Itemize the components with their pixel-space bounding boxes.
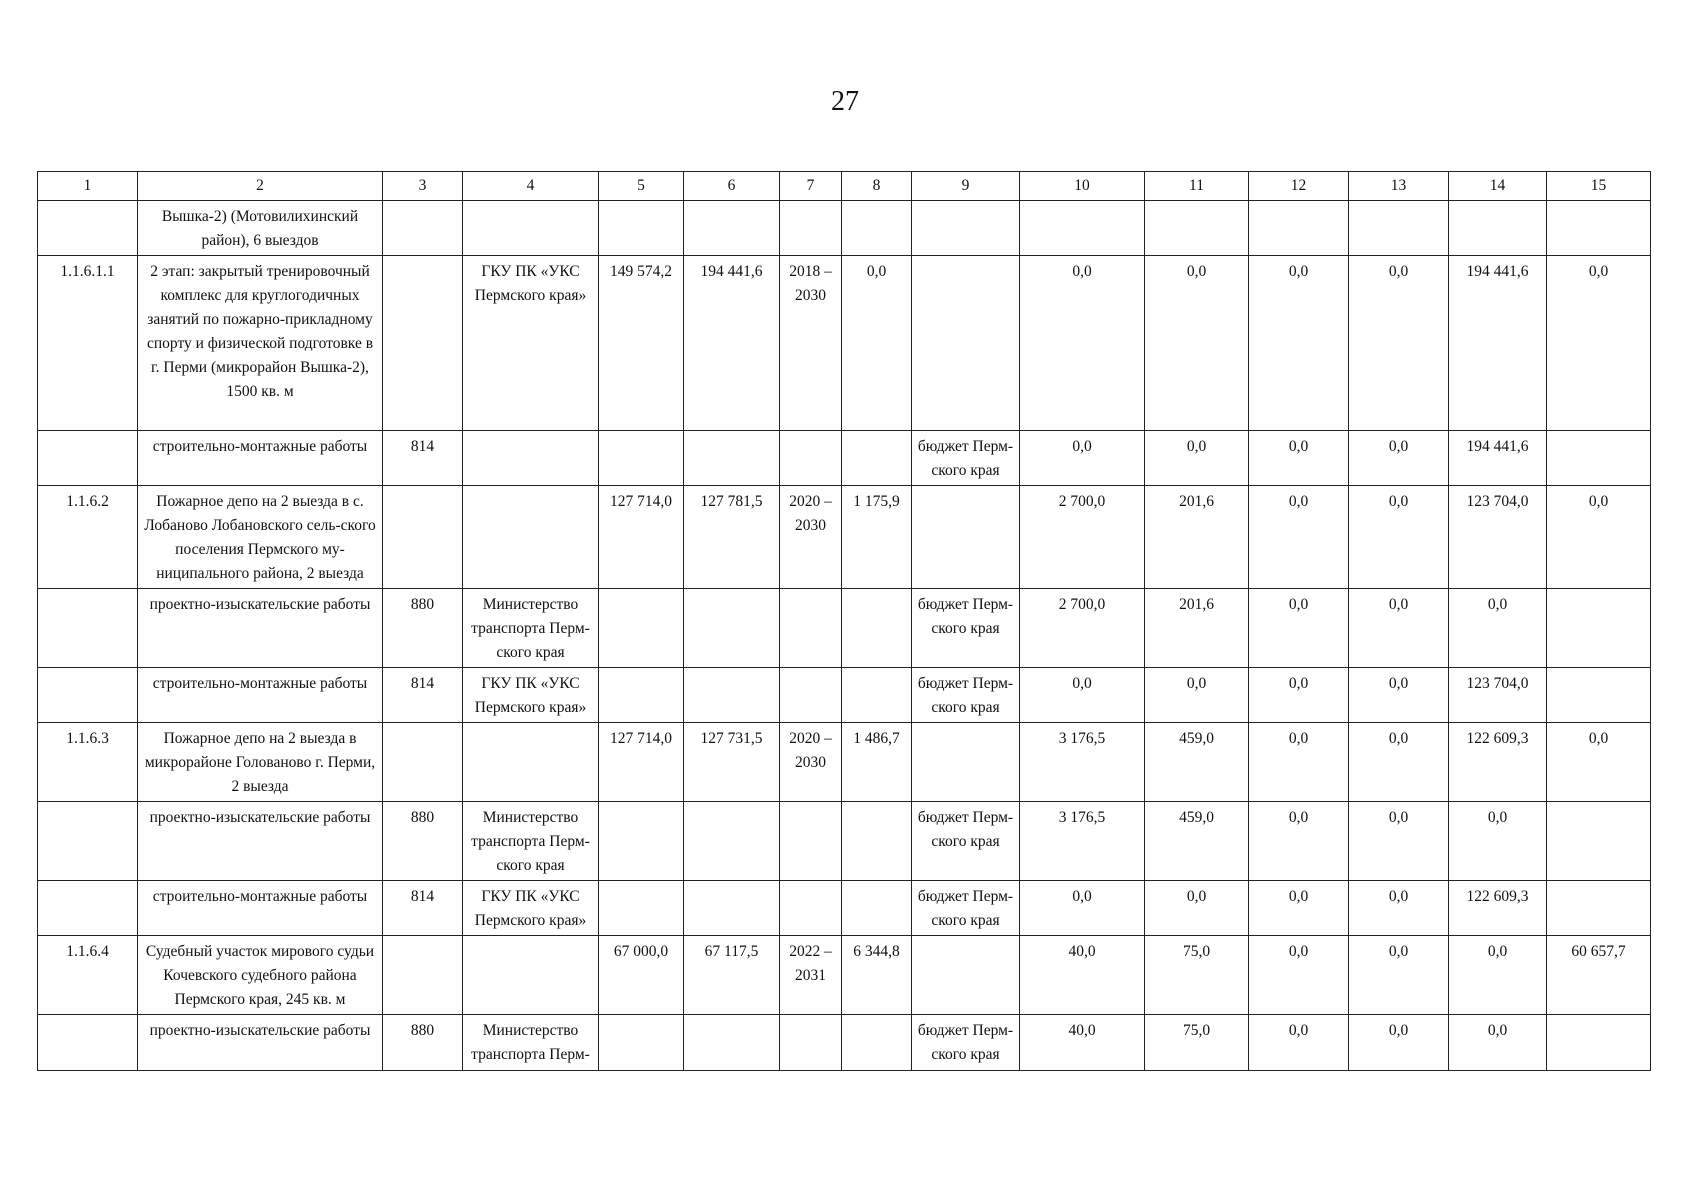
- column-number: 11: [1145, 172, 1249, 201]
- period-cell: 2020 – 2030: [780, 486, 842, 589]
- column-number: 13: [1349, 172, 1449, 201]
- year-1-cell: 3 176,5: [1020, 723, 1145, 802]
- code-cell: 814: [383, 668, 463, 723]
- estimated-cost-cell: [599, 431, 684, 486]
- year-5-cell: 123 704,0: [1449, 668, 1547, 723]
- period-cell: [780, 802, 842, 881]
- year-1-cell: 3 176,5: [1020, 802, 1145, 881]
- year-2-cell: 0,0: [1145, 431, 1249, 486]
- funding-source-cell: бюджет Перм-ского края: [912, 431, 1020, 486]
- item-number-cell: 1.1.6.4: [38, 936, 138, 1015]
- funding-source-cell: [912, 936, 1020, 1015]
- executor-cell: [463, 431, 599, 486]
- year-5-cell: 122 609,3: [1449, 881, 1547, 936]
- estimated-cost-cell: [599, 668, 684, 723]
- column-number: 14: [1449, 172, 1547, 201]
- remaining-cell: [1547, 589, 1651, 668]
- year-4-cell: 0,0: [1349, 881, 1449, 936]
- year-2-cell: 201,6: [1145, 589, 1249, 668]
- item-number-cell: 1.1.6.3: [38, 723, 138, 802]
- year-2-cell: [1145, 201, 1249, 256]
- remaining-cell: [1547, 201, 1651, 256]
- budget-table: [37, 171, 1651, 1071]
- year-4-cell: 0,0: [1349, 256, 1449, 431]
- code-cell: 880: [383, 802, 463, 881]
- item-number-cell: 1.1.6.1.1: [38, 256, 138, 431]
- executor-cell: ГКУ ПК «УКС Пермского края»: [463, 256, 599, 431]
- spent-before-cell: [842, 589, 912, 668]
- table-row: [38, 201, 1651, 256]
- table-row: [38, 881, 1651, 936]
- remaining-cell: 0,0: [1547, 256, 1651, 431]
- code-cell: 814: [383, 881, 463, 936]
- year-4-cell: [1349, 201, 1449, 256]
- description-cell: 2 этап: закрытый тренировочный комплекс для круглогодичных занятий по пожарно-прикладному спорту и физической подготовке в г. Перми (микрорайон Вышка-2), 1500 кв. м: [138, 256, 383, 431]
- year-2-cell: 0,0: [1145, 881, 1249, 936]
- item-number-cell: [38, 1015, 138, 1071]
- executor-cell: ГКУ ПК «УКС Пермского края»: [463, 881, 599, 936]
- year-5-cell: 194 441,6: [1449, 431, 1547, 486]
- item-number-cell: [38, 431, 138, 486]
- year-3-cell: 0,0: [1249, 589, 1349, 668]
- funding-source-cell: бюджет Перм-ского края: [912, 802, 1020, 881]
- spent-before-cell: [842, 201, 912, 256]
- column-number: 3: [383, 172, 463, 201]
- code-cell: 814: [383, 431, 463, 486]
- year-1-cell: [1020, 201, 1145, 256]
- column-number: 10: [1020, 172, 1145, 201]
- year-5-cell: 194 441,6: [1449, 256, 1547, 431]
- description-cell: Пожарное депо на 2 выезда в с. Лобаново Лобановского сель-ского поселения Пермского му-ниципального района, 2 выезда: [138, 486, 383, 589]
- year-3-cell: 0,0: [1249, 723, 1349, 802]
- funding-source-cell: бюджет Перм-ского края: [912, 589, 1020, 668]
- remaining-cell: [1547, 802, 1651, 881]
- year-4-cell: 0,0: [1349, 589, 1449, 668]
- table-row: [38, 486, 1651, 589]
- remaining-cell: [1547, 668, 1651, 723]
- year-4-cell: 0,0: [1349, 431, 1449, 486]
- year-1-cell: 40,0: [1020, 1015, 1145, 1071]
- funding-source-cell: [912, 256, 1020, 431]
- table-row: [38, 589, 1651, 668]
- year-4-cell: 0,0: [1349, 936, 1449, 1015]
- year-2-cell: 75,0: [1145, 936, 1249, 1015]
- year-1-cell: 0,0: [1020, 431, 1145, 486]
- funding-source-cell: [912, 201, 1020, 256]
- year-5-cell: 0,0: [1449, 802, 1547, 881]
- year-3-cell: 0,0: [1249, 1015, 1349, 1071]
- executor-cell: Министерство транспорта Перм-: [463, 1015, 599, 1071]
- code-cell: [383, 486, 463, 589]
- column-number: 2: [138, 172, 383, 201]
- total-cost-cell: [684, 1015, 780, 1071]
- total-cost-cell: [684, 881, 780, 936]
- year-3-cell: [1249, 201, 1349, 256]
- period-cell: 2020 – 2030: [780, 723, 842, 802]
- description-cell: Пожарное депо на 2 выезда в микрорайоне Голованово г. Перми, 2 выезда: [138, 723, 383, 802]
- estimated-cost-cell: 67 000,0: [599, 936, 684, 1015]
- year-1-cell: 2 700,0: [1020, 486, 1145, 589]
- funding-source-cell: [912, 486, 1020, 589]
- description-cell: строительно-монтажные работы: [138, 881, 383, 936]
- column-number: 4: [463, 172, 599, 201]
- year-3-cell: 0,0: [1249, 881, 1349, 936]
- year-5-cell: 0,0: [1449, 589, 1547, 668]
- executor-cell: Министерство транспорта Перм-ского края: [463, 589, 599, 668]
- spent-before-cell: [842, 668, 912, 723]
- spent-before-cell: [842, 431, 912, 486]
- remaining-cell: 60 657,7: [1547, 936, 1651, 1015]
- year-1-cell: 40,0: [1020, 936, 1145, 1015]
- total-cost-cell: [684, 802, 780, 881]
- column-number-row: [38, 172, 1651, 201]
- period-cell: [780, 1015, 842, 1071]
- year-5-cell: 0,0: [1449, 936, 1547, 1015]
- table-row: [38, 936, 1651, 1015]
- spent-before-cell: 0,0: [842, 256, 912, 431]
- column-number: 15: [1547, 172, 1651, 201]
- period-cell: [780, 668, 842, 723]
- item-number-cell: [38, 802, 138, 881]
- remaining-cell: [1547, 431, 1651, 486]
- code-cell: [383, 256, 463, 431]
- remaining-cell: 0,0: [1547, 486, 1651, 589]
- estimated-cost-cell: [599, 881, 684, 936]
- year-3-cell: 0,0: [1249, 486, 1349, 589]
- estimated-cost-cell: [599, 1015, 684, 1071]
- remaining-cell: 0,0: [1547, 723, 1651, 802]
- code-cell: [383, 936, 463, 1015]
- item-number-cell: [38, 668, 138, 723]
- total-cost-cell: 194 441,6: [684, 256, 780, 431]
- period-cell: [780, 589, 842, 668]
- year-5-cell: 123 704,0: [1449, 486, 1547, 589]
- spent-before-cell: 1 486,7: [842, 723, 912, 802]
- spent-before-cell: [842, 881, 912, 936]
- year-5-cell: [1449, 201, 1547, 256]
- total-cost-cell: 127 731,5: [684, 723, 780, 802]
- description-cell: строительно-монтажные работы: [138, 431, 383, 486]
- table-row: [38, 723, 1651, 802]
- item-number-cell: [38, 881, 138, 936]
- table-row: [38, 802, 1651, 881]
- period-cell: 2022 – 2031: [780, 936, 842, 1015]
- column-number: 12: [1249, 172, 1349, 201]
- funding-source-cell: бюджет Перм-ского края: [912, 1015, 1020, 1071]
- estimated-cost-cell: [599, 589, 684, 668]
- funding-source-cell: [912, 723, 1020, 802]
- year-2-cell: 201,6: [1145, 486, 1249, 589]
- year-5-cell: 0,0: [1449, 1015, 1547, 1071]
- year-1-cell: 0,0: [1020, 881, 1145, 936]
- total-cost-cell: 67 117,5: [684, 936, 780, 1015]
- spent-before-cell: [842, 1015, 912, 1071]
- year-3-cell: 0,0: [1249, 936, 1349, 1015]
- estimated-cost-cell: 127 714,0: [599, 723, 684, 802]
- year-4-cell: 0,0: [1349, 802, 1449, 881]
- description-cell: Вышка-2) (Мотовилихинский район), 6 выездов: [138, 201, 383, 256]
- period-cell: [780, 201, 842, 256]
- spent-before-cell: [842, 802, 912, 881]
- column-number: 5: [599, 172, 684, 201]
- year-1-cell: 0,0: [1020, 256, 1145, 431]
- executor-cell: Министерство транспорта Перм-ского края: [463, 802, 599, 881]
- page-number: 27: [831, 86, 859, 117]
- table-row: [38, 256, 1651, 431]
- year-2-cell: 0,0: [1145, 256, 1249, 431]
- year-4-cell: 0,0: [1349, 723, 1449, 802]
- total-cost-cell: [684, 431, 780, 486]
- code-cell: [383, 723, 463, 802]
- column-number: 8: [842, 172, 912, 201]
- description-cell: Судебный участок мирового судьи Кочевского судебного района Пермского края, 245 кв. м: [138, 936, 383, 1015]
- year-1-cell: 0,0: [1020, 668, 1145, 723]
- item-number-cell: [38, 589, 138, 668]
- estimated-cost-cell: 127 714,0: [599, 486, 684, 589]
- description-cell: проектно-изыскательские работы: [138, 802, 383, 881]
- item-number-cell: [38, 201, 138, 256]
- spent-before-cell: 1 175,9: [842, 486, 912, 589]
- column-number: 9: [912, 172, 1020, 201]
- year-1-cell: 2 700,0: [1020, 589, 1145, 668]
- year-4-cell: 0,0: [1349, 1015, 1449, 1071]
- total-cost-cell: [684, 201, 780, 256]
- executor-cell: ГКУ ПК «УКС Пермского края»: [463, 668, 599, 723]
- year-2-cell: 459,0: [1145, 802, 1249, 881]
- period-cell: 2018 – 2030: [780, 256, 842, 431]
- total-cost-cell: 127 781,5: [684, 486, 780, 589]
- executor-cell: [463, 486, 599, 589]
- column-number: 7: [780, 172, 842, 201]
- year-3-cell: 0,0: [1249, 256, 1349, 431]
- code-cell: 880: [383, 1015, 463, 1071]
- estimated-cost-cell: [599, 201, 684, 256]
- executor-cell: [463, 201, 599, 256]
- code-cell: 880: [383, 589, 463, 668]
- period-cell: [780, 431, 842, 486]
- period-cell: [780, 881, 842, 936]
- year-2-cell: 0,0: [1145, 668, 1249, 723]
- code-cell: [383, 201, 463, 256]
- table-row: [38, 1015, 1651, 1071]
- year-3-cell: 0,0: [1249, 668, 1349, 723]
- estimated-cost-cell: [599, 802, 684, 881]
- total-cost-cell: [684, 668, 780, 723]
- year-4-cell: 0,0: [1349, 668, 1449, 723]
- executor-cell: [463, 936, 599, 1015]
- year-4-cell: 0,0: [1349, 486, 1449, 589]
- column-number: 6: [684, 172, 780, 201]
- description-cell: проектно-изыскательские работы: [138, 1015, 383, 1071]
- remaining-cell: [1547, 881, 1651, 936]
- table-row: [38, 431, 1651, 486]
- funding-source-cell: бюджет Перм-ского края: [912, 668, 1020, 723]
- year-2-cell: 459,0: [1145, 723, 1249, 802]
- spent-before-cell: 6 344,8: [842, 936, 912, 1015]
- year-3-cell: 0,0: [1249, 431, 1349, 486]
- funding-source-cell: бюджет Перм-ского края: [912, 881, 1020, 936]
- year-3-cell: 0,0: [1249, 802, 1349, 881]
- remaining-cell: [1547, 1015, 1651, 1071]
- table-row: [38, 668, 1651, 723]
- item-number-cell: 1.1.6.2: [38, 486, 138, 589]
- description-cell: строительно-монтажные работы: [138, 668, 383, 723]
- total-cost-cell: [684, 589, 780, 668]
- year-2-cell: 75,0: [1145, 1015, 1249, 1071]
- estimated-cost-cell: 149 574,2: [599, 256, 684, 431]
- year-5-cell: 122 609,3: [1449, 723, 1547, 802]
- column-number: 1: [38, 172, 138, 201]
- description-cell: проектно-изыскательские работы: [138, 589, 383, 668]
- executor-cell: [463, 723, 599, 802]
